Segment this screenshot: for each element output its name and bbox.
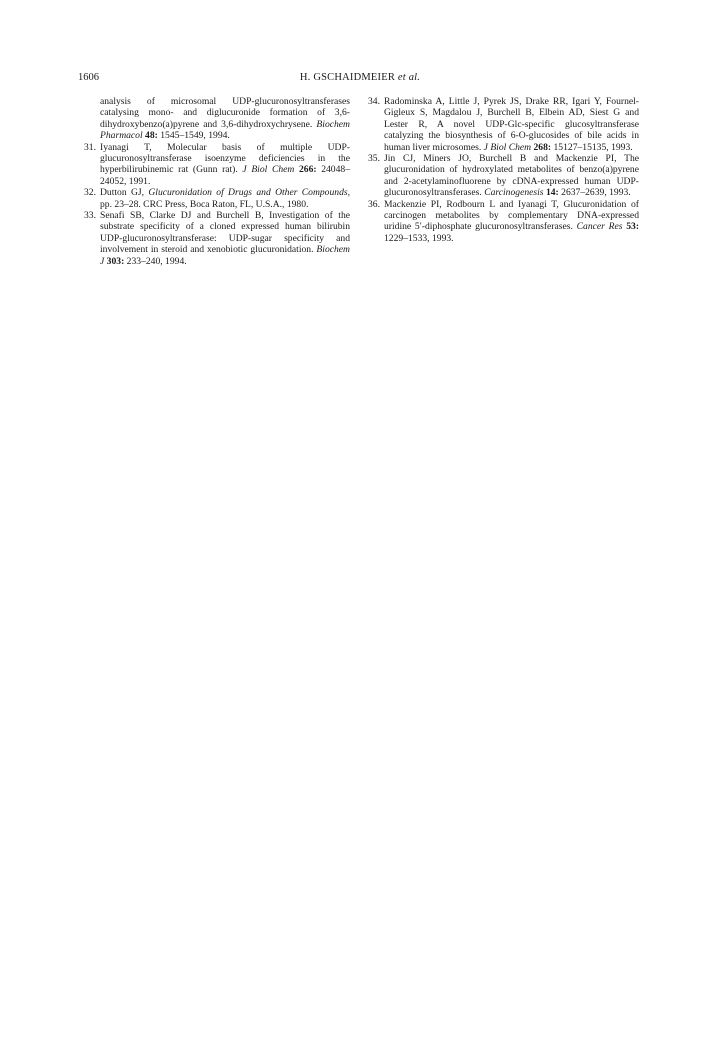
reference-item [78,210,350,267]
reference-number: 32. [84,187,96,199]
reference-pages: 1229–1533, 1993. [384,232,454,244]
reference-book-title: Glucuronidation of Drugs and Other Compounds, [148,187,351,199]
reference-journal: Cancer Res [576,221,623,233]
reference-pages: 1545–1549, 1994. [160,130,230,142]
running-head [0,72,720,83]
reference-volume: 14: [545,187,559,199]
reference-number: 35. [368,153,380,165]
reference-journal: Biochem J [100,244,350,267]
reference-publisher: pp. 23–28. CRC Press, Boca Raton, FL, U.S.A., 1980. [100,198,309,210]
reference-text: Mackenzie PI, Rodbourn L and Iyanagi T, Glucuronidation of carcinogen metabolites by complementary DNA-expressed uridine 5′-diphosphate glucuronosyltransferases. [384,198,639,233]
reference-number: 31. [84,141,96,153]
reference-volume: 48: [145,130,158,142]
reference-journal: J Biol Chem [242,164,295,176]
reference-pages: 233–240, 1994. [126,255,187,267]
reference-journal: Carcinogenesis [484,187,544,199]
reference-text: Senafi SB, Clarke DJ and Burchell B, Investigation of the substrate specificity of a cloned expressed human bilirubin UDP-glucuronosyltransferase: UDP-sugar specificity and involvement in steroid and xenobiotic glucuronidation. [100,210,350,256]
reference-item [362,96,639,153]
reference-pages: 24048–24052, 1991. [100,164,350,187]
reference-column-right [362,96,639,244]
reference-volume: 266: [298,164,317,176]
reference-item [362,153,639,199]
reference-item [78,187,350,210]
reference-pages: 15127–15135, 1993. [553,141,633,153]
page-number: 1606 [78,72,99,83]
reference-item [362,199,639,245]
reference-column-left [78,96,350,267]
reference-text: Jin CJ, Miners JO, Burchell B and Mackenzie PI, The glucuronidation of hydroxylated metabolites of benzo(a)pyrene and 2-acetylaminofluorene by cDNA-expressed human UDP-glucuronosyltransferases. [384,153,639,199]
reference-volume: 303: [106,255,125,267]
reference-text: analysis of microsomal UDP-glucuronosyltransferases catalysing mono- and diglucuronide formation of 3,6-dihydroxybenzo(a)pyrene and 3,6-dihydroxychrysene. [100,96,350,130]
running-head-authors: H. GSCHAIDMEIER [299,72,396,83]
reference-pages: 2637–2639, 1993. [561,187,631,199]
running-head-etal: et al. [397,72,421,83]
reference-volume: 268: [533,141,552,153]
reference-journal: Biochem Pharmacol [100,118,350,142]
reference-item [78,142,350,188]
reference-item [78,96,350,142]
reference-text: Iyanagi T, Molecular basis of multiple UDP-glucuronosyltransferase isoenzyme deficiencies in the hyperbilirubinemic rat (Gunn rat). [100,141,350,176]
reference-text: Radominska A, Little J, Pyrek JS, Drake RR, Igari Y, Fournel-Gigleux S, Magdalou J, Burchell B, Elbein AD, Siest G and Lester R, A novel UDP-Glc-specific glucosyltransferase catalyzing the biosynthesis of 6-O-glucosides of bile acids in human liver microsomes. [384,96,639,153]
reference-journal: J Biol Chem [483,141,532,153]
reference-number: 33. [84,210,96,222]
reference-number: 34. [368,96,380,107]
reference-volume: 53: [626,221,640,233]
reference-number: 36. [368,198,380,210]
reference-authors: Dutton GJ, [100,187,145,199]
